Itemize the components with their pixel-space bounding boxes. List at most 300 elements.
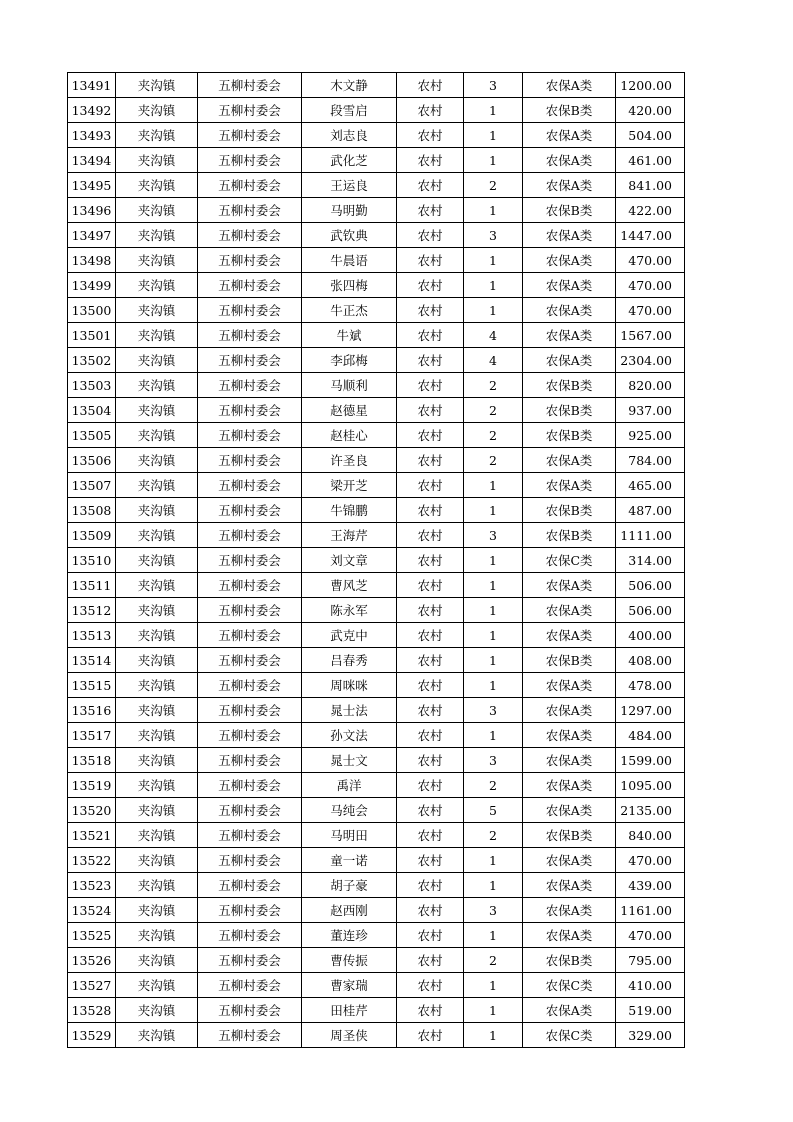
area-type-cell: 农村 <box>397 673 464 698</box>
insurance-category-cell: 农保A类 <box>523 873 616 898</box>
table-row <box>68 998 685 1023</box>
household-size-cell: 2 <box>464 373 523 398</box>
insurance-category-cell: 农保A类 <box>523 623 616 648</box>
village-committee-cell: 五柳村委会 <box>198 323 302 348</box>
village-committee-cell: 五柳村委会 <box>198 923 302 948</box>
record-number-cell: 13514 <box>68 648 116 673</box>
household-size-cell: 1 <box>464 998 523 1023</box>
town-cell: 夹沟镇 <box>116 123 198 148</box>
insurance-category-cell: 农保A类 <box>523 598 616 623</box>
name-cell: 周圣侠 <box>302 1023 397 1048</box>
name-cell: 刘志良 <box>302 123 397 148</box>
table-row <box>68 498 685 523</box>
village-committee-cell: 五柳村委会 <box>198 498 302 523</box>
name-cell: 晁士文 <box>302 748 397 773</box>
town-cell: 夹沟镇 <box>116 823 198 848</box>
area-type-cell: 农村 <box>397 823 464 848</box>
table-row <box>68 348 685 373</box>
insurance-category-cell: 农保A类 <box>523 673 616 698</box>
village-committee-cell: 五柳村委会 <box>198 148 302 173</box>
village-committee-cell: 五柳村委会 <box>198 373 302 398</box>
village-committee-cell: 五柳村委会 <box>198 1023 302 1048</box>
insurance-category-cell: 农保A类 <box>523 448 616 473</box>
area-type-cell: 农村 <box>397 198 464 223</box>
insurance-category-cell: 农保A类 <box>523 323 616 348</box>
table-row <box>68 273 685 298</box>
town-cell: 夹沟镇 <box>116 873 198 898</box>
record-number-cell: 13494 <box>68 148 116 173</box>
insurance-category-cell: 农保C类 <box>523 973 616 998</box>
record-number-cell: 13503 <box>68 373 116 398</box>
table-row <box>68 523 685 548</box>
area-type-cell: 农村 <box>397 448 464 473</box>
household-size-cell: 1 <box>464 123 523 148</box>
name-cell: 王海芹 <box>302 523 397 548</box>
household-size-cell: 2 <box>464 948 523 973</box>
name-cell: 董连珍 <box>302 923 397 948</box>
name-cell: 牛晨语 <box>302 248 397 273</box>
amount-cell: 840.00 <box>616 823 685 848</box>
record-number-cell: 13512 <box>68 598 116 623</box>
name-cell: 段雪启 <box>302 98 397 123</box>
area-type-cell: 农村 <box>397 298 464 323</box>
table-row <box>68 123 685 148</box>
insurance-category-cell: 农保A类 <box>523 773 616 798</box>
town-cell: 夹沟镇 <box>116 148 198 173</box>
insurance-category-cell: 农保A类 <box>523 848 616 873</box>
amount-cell: 439.00 <box>616 873 685 898</box>
town-cell: 夹沟镇 <box>116 548 198 573</box>
town-cell: 夹沟镇 <box>116 248 198 273</box>
household-size-cell: 1 <box>464 973 523 998</box>
village-committee-cell: 五柳村委会 <box>198 573 302 598</box>
insurance-category-cell: 农保B类 <box>523 523 616 548</box>
household-size-cell: 2 <box>464 423 523 448</box>
record-number-cell: 13511 <box>68 573 116 598</box>
name-cell: 胡子豪 <box>302 873 397 898</box>
area-type-cell: 农村 <box>397 898 464 923</box>
amount-cell: 422.00 <box>616 198 685 223</box>
amount-cell: 329.00 <box>616 1023 685 1048</box>
table-row <box>68 198 685 223</box>
area-type-cell: 农村 <box>397 923 464 948</box>
household-size-cell: 2 <box>464 448 523 473</box>
village-committee-cell: 五柳村委会 <box>198 298 302 323</box>
amount-cell: 1200.00 <box>616 73 685 98</box>
name-cell: 武化芝 <box>302 148 397 173</box>
village-committee-cell: 五柳村委会 <box>198 773 302 798</box>
household-size-cell: 1 <box>464 148 523 173</box>
name-cell: 禹洋 <box>302 773 397 798</box>
amount-cell: 506.00 <box>616 573 685 598</box>
amount-cell: 487.00 <box>616 498 685 523</box>
record-number-cell: 13524 <box>68 898 116 923</box>
town-cell: 夹沟镇 <box>116 273 198 298</box>
area-type-cell: 农村 <box>397 623 464 648</box>
town-cell: 夹沟镇 <box>116 973 198 998</box>
table-row <box>68 298 685 323</box>
village-committee-cell: 五柳村委会 <box>198 248 302 273</box>
village-committee-cell: 五柳村委会 <box>198 798 302 823</box>
record-number-cell: 13492 <box>68 98 116 123</box>
village-committee-cell: 五柳村委会 <box>198 848 302 873</box>
insurance-category-cell: 农保B类 <box>523 98 616 123</box>
town-cell: 夹沟镇 <box>116 298 198 323</box>
village-committee-cell: 五柳村委会 <box>198 998 302 1023</box>
amount-cell: 484.00 <box>616 723 685 748</box>
household-size-cell: 1 <box>464 673 523 698</box>
town-cell: 夹沟镇 <box>116 348 198 373</box>
village-committee-cell: 五柳村委会 <box>198 223 302 248</box>
area-type-cell: 农村 <box>397 948 464 973</box>
table-row <box>68 173 685 198</box>
household-size-cell: 1 <box>464 723 523 748</box>
household-size-cell: 1 <box>464 548 523 573</box>
name-cell: 晁士法 <box>302 698 397 723</box>
area-type-cell: 农村 <box>397 373 464 398</box>
record-number-cell: 13498 <box>68 248 116 273</box>
household-size-cell: 1 <box>464 598 523 623</box>
name-cell: 许圣良 <box>302 448 397 473</box>
table-row <box>68 723 685 748</box>
household-size-cell: 5 <box>464 798 523 823</box>
village-committee-cell: 五柳村委会 <box>198 973 302 998</box>
village-committee-cell: 五柳村委会 <box>198 648 302 673</box>
village-committee-cell: 五柳村委会 <box>198 273 302 298</box>
town-cell: 夹沟镇 <box>116 898 198 923</box>
record-number-cell: 13496 <box>68 198 116 223</box>
town-cell: 夹沟镇 <box>116 1023 198 1048</box>
table-row <box>68 748 685 773</box>
area-type-cell: 农村 <box>397 473 464 498</box>
record-number-cell: 13522 <box>68 848 116 873</box>
insurance-category-cell: 农保C类 <box>523 1023 616 1048</box>
village-committee-cell: 五柳村委会 <box>198 873 302 898</box>
name-cell: 曹传振 <box>302 948 397 973</box>
amount-cell: 470.00 <box>616 923 685 948</box>
record-number-cell: 13495 <box>68 173 116 198</box>
insurance-category-cell: 农保B类 <box>523 948 616 973</box>
table-row <box>68 873 685 898</box>
area-type-cell: 农村 <box>397 123 464 148</box>
record-number-cell: 13521 <box>68 823 116 848</box>
amount-cell: 784.00 <box>616 448 685 473</box>
amount-cell: 795.00 <box>616 948 685 973</box>
household-size-cell: 1 <box>464 498 523 523</box>
village-committee-cell: 五柳村委会 <box>198 948 302 973</box>
amount-cell: 465.00 <box>616 473 685 498</box>
record-number-cell: 13526 <box>68 948 116 973</box>
table-row <box>68 673 685 698</box>
insurance-category-cell: 农保A类 <box>523 573 616 598</box>
area-type-cell: 农村 <box>397 398 464 423</box>
village-committee-cell: 五柳村委会 <box>198 198 302 223</box>
record-number-cell: 13527 <box>68 973 116 998</box>
area-type-cell: 农村 <box>397 548 464 573</box>
village-committee-cell: 五柳村委会 <box>198 898 302 923</box>
village-committee-cell: 五柳村委会 <box>198 623 302 648</box>
household-size-cell: 3 <box>464 748 523 773</box>
table-row <box>68 648 685 673</box>
area-type-cell: 农村 <box>397 1023 464 1048</box>
town-cell: 夹沟镇 <box>116 923 198 948</box>
record-number-cell: 13491 <box>68 73 116 98</box>
area-type-cell: 农村 <box>397 323 464 348</box>
household-size-cell: 3 <box>464 898 523 923</box>
amount-cell: 1297.00 <box>616 698 685 723</box>
name-cell: 张四梅 <box>302 273 397 298</box>
name-cell: 牛锦鹏 <box>302 498 397 523</box>
village-committee-cell: 五柳村委会 <box>198 748 302 773</box>
insurance-category-cell: 农保A类 <box>523 898 616 923</box>
amount-cell: 1599.00 <box>616 748 685 773</box>
household-size-cell: 3 <box>464 523 523 548</box>
table-row <box>68 548 685 573</box>
amount-cell: 937.00 <box>616 398 685 423</box>
town-cell: 夹沟镇 <box>116 498 198 523</box>
table-row <box>68 848 685 873</box>
household-size-cell: 2 <box>464 823 523 848</box>
village-committee-cell: 五柳村委会 <box>198 523 302 548</box>
village-committee-cell: 五柳村委会 <box>198 98 302 123</box>
insurance-category-cell: 农保A类 <box>523 798 616 823</box>
insurance-category-cell: 农保A类 <box>523 748 616 773</box>
household-size-cell: 4 <box>464 323 523 348</box>
record-number-cell: 13507 <box>68 473 116 498</box>
table-row <box>68 423 685 448</box>
town-cell: 夹沟镇 <box>116 773 198 798</box>
insurance-category-cell: 农保A类 <box>523 473 616 498</box>
town-cell: 夹沟镇 <box>116 748 198 773</box>
village-committee-cell: 五柳村委会 <box>198 723 302 748</box>
town-cell: 夹沟镇 <box>116 723 198 748</box>
name-cell: 田桂芹 <box>302 998 397 1023</box>
record-number-cell: 13509 <box>68 523 116 548</box>
amount-cell: 1111.00 <box>616 523 685 548</box>
area-type-cell: 农村 <box>397 148 464 173</box>
area-type-cell: 农村 <box>397 173 464 198</box>
insurance-category-cell: 农保C类 <box>523 548 616 573</box>
household-size-cell: 1 <box>464 248 523 273</box>
name-cell: 马明勤 <box>302 198 397 223</box>
area-type-cell: 农村 <box>397 248 464 273</box>
record-number-cell: 13500 <box>68 298 116 323</box>
name-cell: 梁开芝 <box>302 473 397 498</box>
amount-cell: 410.00 <box>616 973 685 998</box>
amount-cell: 925.00 <box>616 423 685 448</box>
insurance-category-cell: 农保A类 <box>523 923 616 948</box>
town-cell: 夹沟镇 <box>116 223 198 248</box>
insurance-category-cell: 农保B类 <box>523 373 616 398</box>
insurance-category-cell: 农保A类 <box>523 123 616 148</box>
insurance-category-cell: 农保B类 <box>523 823 616 848</box>
household-size-cell: 1 <box>464 873 523 898</box>
household-size-cell: 1 <box>464 648 523 673</box>
name-cell: 马明田 <box>302 823 397 848</box>
amount-cell: 2135.00 <box>616 798 685 823</box>
town-cell: 夹沟镇 <box>116 373 198 398</box>
table-row <box>68 248 685 273</box>
town-cell: 夹沟镇 <box>116 573 198 598</box>
record-number-cell: 13516 <box>68 698 116 723</box>
town-cell: 夹沟镇 <box>116 998 198 1023</box>
amount-cell: 478.00 <box>616 673 685 698</box>
town-cell: 夹沟镇 <box>116 698 198 723</box>
name-cell: 陈永军 <box>302 598 397 623</box>
table-row <box>68 1023 685 1048</box>
town-cell: 夹沟镇 <box>116 673 198 698</box>
area-type-cell: 农村 <box>397 798 464 823</box>
amount-cell: 314.00 <box>616 548 685 573</box>
amount-cell: 504.00 <box>616 123 685 148</box>
record-number-cell: 13502 <box>68 348 116 373</box>
area-type-cell: 农村 <box>397 748 464 773</box>
area-type-cell: 农村 <box>397 523 464 548</box>
area-type-cell: 农村 <box>397 573 464 598</box>
area-type-cell: 农村 <box>397 273 464 298</box>
record-number-cell: 13501 <box>68 323 116 348</box>
name-cell: 曹风芝 <box>302 573 397 598</box>
town-cell: 夹沟镇 <box>116 948 198 973</box>
village-committee-cell: 五柳村委会 <box>198 173 302 198</box>
amount-cell: 2304.00 <box>616 348 685 373</box>
area-type-cell: 农村 <box>397 873 464 898</box>
area-type-cell: 农村 <box>397 998 464 1023</box>
table-row <box>68 898 685 923</box>
household-size-cell: 3 <box>464 73 523 98</box>
area-type-cell: 农村 <box>397 698 464 723</box>
village-committee-cell: 五柳村委会 <box>198 423 302 448</box>
amount-cell: 1447.00 <box>616 223 685 248</box>
insurance-category-cell: 农保B类 <box>523 498 616 523</box>
household-size-cell: 1 <box>464 298 523 323</box>
record-number-cell: 13513 <box>68 623 116 648</box>
name-cell: 木文静 <box>302 73 397 98</box>
area-type-cell: 农村 <box>397 973 464 998</box>
amount-cell: 820.00 <box>616 373 685 398</box>
name-cell: 童一诺 <box>302 848 397 873</box>
household-size-cell: 1 <box>464 473 523 498</box>
amount-cell: 519.00 <box>616 998 685 1023</box>
table-row <box>68 573 685 598</box>
table-row <box>68 923 685 948</box>
insurance-category-cell: 农保A类 <box>523 723 616 748</box>
amount-cell: 400.00 <box>616 623 685 648</box>
household-size-cell: 3 <box>464 223 523 248</box>
amount-cell: 470.00 <box>616 273 685 298</box>
table-row <box>68 373 685 398</box>
area-type-cell: 农村 <box>397 848 464 873</box>
village-committee-cell: 五柳村委会 <box>198 823 302 848</box>
area-type-cell: 农村 <box>397 348 464 373</box>
table-row <box>68 148 685 173</box>
town-cell: 夹沟镇 <box>116 623 198 648</box>
village-committee-cell: 五柳村委会 <box>198 473 302 498</box>
name-cell: 马纯会 <box>302 798 397 823</box>
village-committee-cell: 五柳村委会 <box>198 698 302 723</box>
insurance-category-cell: 农保A类 <box>523 998 616 1023</box>
village-committee-cell: 五柳村委会 <box>198 448 302 473</box>
amount-cell: 1161.00 <box>616 898 685 923</box>
record-number-cell: 13519 <box>68 773 116 798</box>
record-number-cell: 13525 <box>68 923 116 948</box>
insurance-category-cell: 农保B类 <box>523 398 616 423</box>
area-type-cell: 农村 <box>397 723 464 748</box>
insurance-category-cell: 农保A类 <box>523 273 616 298</box>
household-size-cell: 1 <box>464 623 523 648</box>
record-number-cell: 13504 <box>68 398 116 423</box>
household-size-cell: 1 <box>464 848 523 873</box>
name-cell: 马顺利 <box>302 373 397 398</box>
insurance-category-cell: 农保B类 <box>523 423 616 448</box>
area-type-cell: 农村 <box>397 648 464 673</box>
town-cell: 夹沟镇 <box>116 648 198 673</box>
household-size-cell: 1 <box>464 1023 523 1048</box>
insurance-category-cell: 农保A类 <box>523 173 616 198</box>
area-type-cell: 农村 <box>397 98 464 123</box>
household-size-cell: 1 <box>464 198 523 223</box>
name-cell: 牛斌 <box>302 323 397 348</box>
amount-cell: 408.00 <box>616 648 685 673</box>
town-cell: 夹沟镇 <box>116 398 198 423</box>
name-cell: 曹家瑞 <box>302 973 397 998</box>
village-committee-cell: 五柳村委会 <box>198 548 302 573</box>
name-cell: 赵桂心 <box>302 423 397 448</box>
town-cell: 夹沟镇 <box>116 798 198 823</box>
household-size-cell: 4 <box>464 348 523 373</box>
name-cell: 李邱梅 <box>302 348 397 373</box>
village-committee-cell: 五柳村委会 <box>198 348 302 373</box>
insurance-category-cell: 农保B类 <box>523 198 616 223</box>
amount-cell: 470.00 <box>616 248 685 273</box>
household-size-cell: 1 <box>464 573 523 598</box>
name-cell: 刘文章 <box>302 548 397 573</box>
amount-cell: 470.00 <box>616 848 685 873</box>
area-type-cell: 农村 <box>397 498 464 523</box>
amount-cell: 470.00 <box>616 298 685 323</box>
name-cell: 孙文法 <box>302 723 397 748</box>
record-number-cell: 13517 <box>68 723 116 748</box>
town-cell: 夹沟镇 <box>116 473 198 498</box>
household-size-cell: 2 <box>464 773 523 798</box>
insurance-category-cell: 农保A类 <box>523 348 616 373</box>
record-number-cell: 13515 <box>68 673 116 698</box>
record-number-cell: 13508 <box>68 498 116 523</box>
table-row <box>68 398 685 423</box>
table-row <box>68 623 685 648</box>
town-cell: 夹沟镇 <box>116 523 198 548</box>
town-cell: 夹沟镇 <box>116 198 198 223</box>
household-size-cell: 1 <box>464 98 523 123</box>
insurance-category-cell: 农保A类 <box>523 298 616 323</box>
amount-cell: 461.00 <box>616 148 685 173</box>
table-row <box>68 973 685 998</box>
table-row <box>68 448 685 473</box>
record-number-cell: 13506 <box>68 448 116 473</box>
roster-body <box>68 73 685 1048</box>
amount-cell: 506.00 <box>616 598 685 623</box>
record-number-cell: 13510 <box>68 548 116 573</box>
town-cell: 夹沟镇 <box>116 423 198 448</box>
table-row <box>68 598 685 623</box>
name-cell: 赵西刚 <box>302 898 397 923</box>
household-size-cell: 2 <box>464 398 523 423</box>
area-type-cell: 农村 <box>397 423 464 448</box>
town-cell: 夹沟镇 <box>116 448 198 473</box>
insurance-category-cell: 农保B类 <box>523 648 616 673</box>
record-number-cell: 13529 <box>68 1023 116 1048</box>
record-number-cell: 13493 <box>68 123 116 148</box>
